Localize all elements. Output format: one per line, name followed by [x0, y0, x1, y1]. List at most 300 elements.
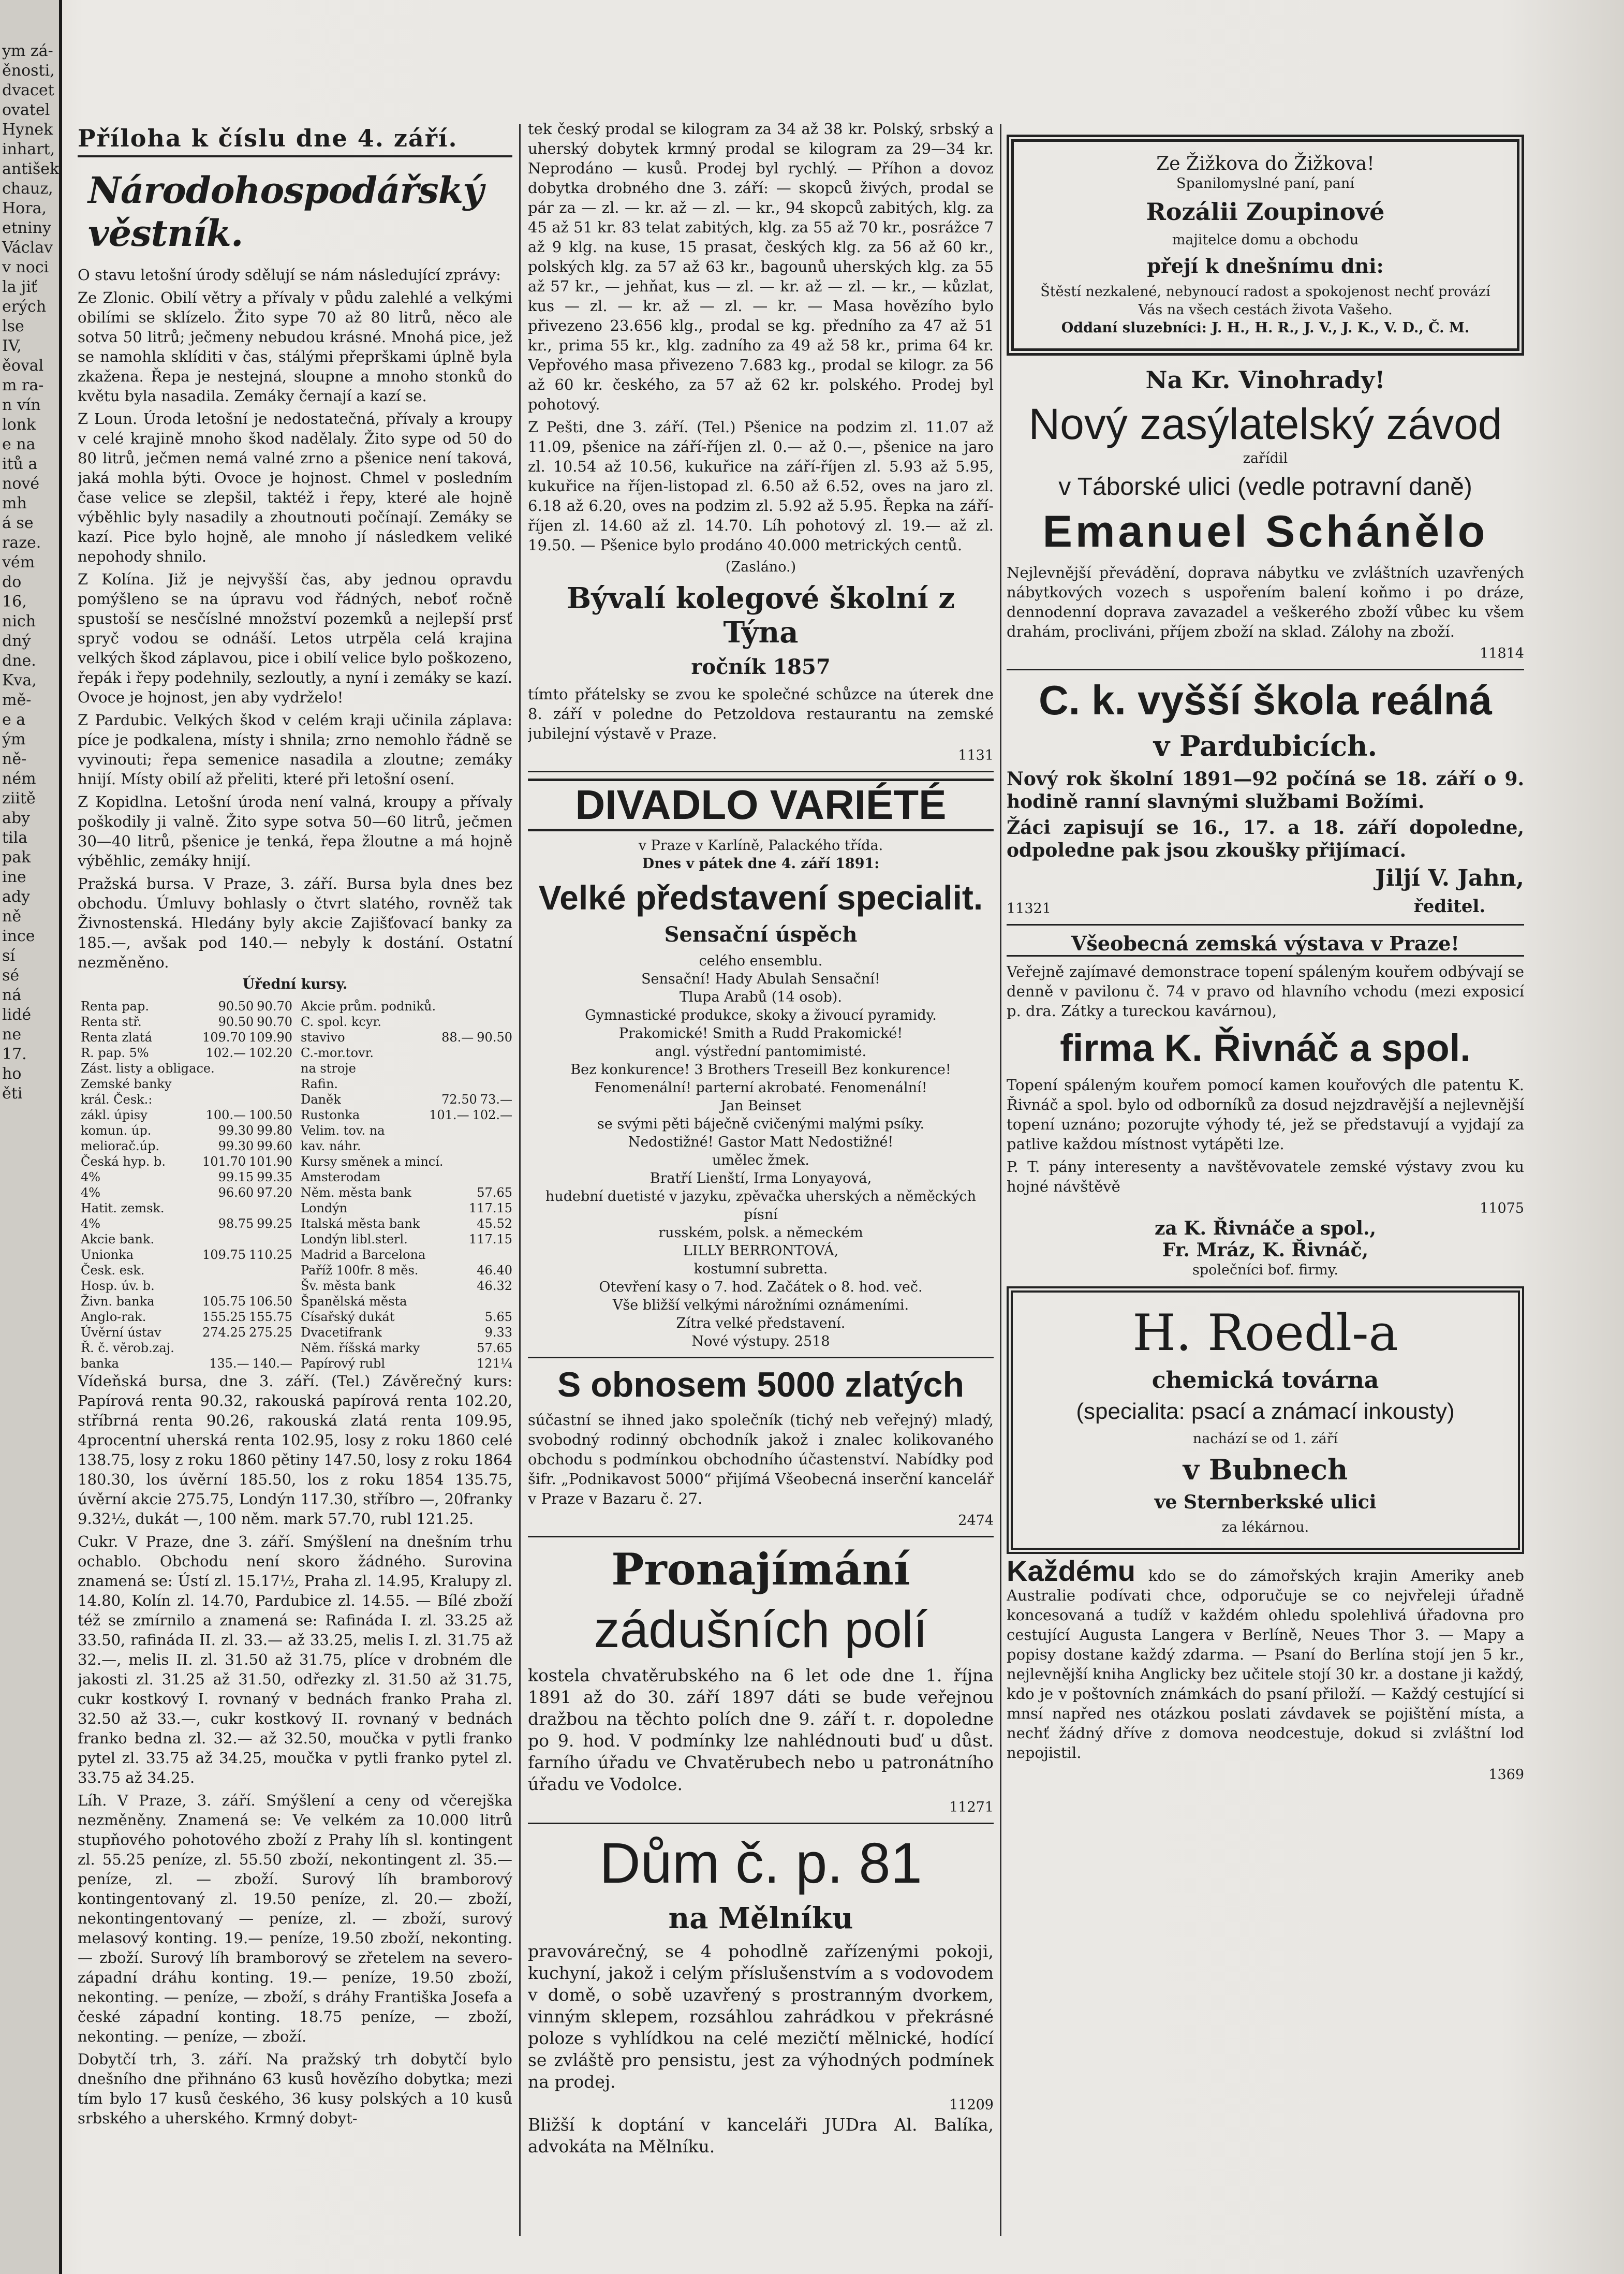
rates-left-column	[78, 999, 292, 1371]
rate-row	[298, 1216, 512, 1231]
rate-cell: 99.60	[257, 1139, 292, 1153]
rate-cell: Něm. říšská marky	[301, 1341, 420, 1355]
rate-cell: Česk. esk.	[81, 1263, 145, 1278]
rate-cell: 101.90	[249, 1154, 292, 1169]
rate-cell: kav. náhr.	[301, 1139, 361, 1153]
rate-cell: 90.70	[257, 1015, 292, 1029]
rate-cell: Akcie bank.	[81, 1232, 155, 1246]
rate-cell: Česká hyp. b.	[81, 1154, 166, 1169]
edge-fragment: ne	[2, 1025, 22, 1044]
article-paragraph: Z Pardubic. Velkých škod v celém kraji učinila záplava: píce je podkalena, místy i shnila; zrno nemohlo řádně se vyvinouti; řepa semenice nasadila a zloutne; zemáky hnijí. Místy obilí až přeliti, které při letošní osení.	[78, 711, 512, 788]
rate-cell: banka	[81, 1356, 119, 1371]
ad-signature: ředitel.	[1413, 896, 1486, 917]
edge-fragment: do	[2, 573, 22, 591]
edge-fragment: e na	[2, 435, 36, 453]
rate-cell: 99.80	[257, 1123, 292, 1138]
ad-signature: společníci bof. firmy.	[1192, 1262, 1338, 1278]
ad-title: zádušních polí	[594, 1601, 928, 1659]
article-paragraph: Z Pešti, dne 3. září. (Tel.) Pšenice na podzim zl. 11.07 až 11.09, pšenice na září-říjen zl. 0.— až 0.—, pšenice na jaro zl. 10.54 až 10.56, kukuřice na září-říjen zl. 5.93 až 5.95, kukuřice na říjen-listopad zl. 6.50 až 6.52, oves na jaro zl. 6.18 až 6.20, oves na podzim zl. 5.92 až 5.95. Řepka na září-říjen zl. 14.60 až zl. 14.70. Líh pohotový zl. 19.— až zl. 19.50. — Pšenice bylo prodáno 40.000 metrických centů.	[528, 418, 994, 554]
column-economics	[78, 119, 512, 2241]
edge-fragment: Kva,	[2, 671, 37, 689]
rate-cell: 110.25	[249, 1248, 292, 1262]
rate-cell: Anglo-rak.	[81, 1310, 146, 1324]
divider	[528, 1823, 994, 1824]
article-paragraph: Cukr. V Praze, dne 3. září. Smýšlení na dnešním trhu ochablo. Obchodu není skoro žádného. Surovina znamená se: Ústí zl. 15.17½, Praha zl. 14.95, Kralupy zl. 14.80, Kolín zl. 14.70, Pardubice zl. 14.55. — Bílé zboží též se zmírnilo a znamená se: Rafináda I. zl. 33.25 až 33.50, rafináda II. zl. 33.— až 33.25, melis I. zl. 31.75 až 32.—, melis II. zl. 31.50 až 31.75, plíce v drobném dle jakosti zl. 31.25 až 31.50, odřezky zl. 31.50 až 31.75, cukr kostkový I. rovnaný v bednách franko Praha zl. 32.50 až 33.—, cukr kostkový II. rovnaný v bednách franko bedna zl. 32.— až 32.50, moučka v pytli franko pytel zl. 33.75 až 34.25, moučka v pytli franko pytel zl. 33.75 až 34.25.	[78, 1533, 512, 1786]
edge-fragment: lonk	[2, 416, 36, 434]
edge-fragment: Hora,	[2, 199, 47, 217]
edge-fragment: ym zá-	[2, 42, 53, 60]
rate-row	[78, 1092, 292, 1107]
edge-fragment: ým	[2, 730, 26, 749]
rate-cell: 101.70	[202, 1154, 246, 1169]
edge-fragment: dvacet	[2, 81, 54, 99]
rate-cell: 105.75	[202, 1294, 246, 1309]
rate-cell: 99.30	[218, 1123, 254, 1138]
rate-cell: Unionka	[81, 1248, 134, 1262]
rate-cell: zákl. úpisy	[81, 1108, 147, 1122]
edge-fragment: 16,	[2, 593, 27, 611]
edge-fragment: 17.	[2, 1045, 27, 1063]
rate-cell: 117.15	[469, 1232, 512, 1246]
edge-fragment: ěnosti,	[2, 62, 55, 80]
rate-cell: Italská města bank	[301, 1216, 420, 1231]
edge-fragment: dný	[2, 632, 31, 650]
divider	[1007, 924, 1524, 926]
rate-cell: Zemské banky	[81, 1077, 172, 1091]
ad-number: 1131	[958, 747, 994, 764]
rate-cell: 155.75	[249, 1310, 292, 1324]
rate-cell: 72.50	[441, 1092, 477, 1107]
rate-cell: 90.70	[257, 999, 292, 1014]
rate-cell: Renta pap.	[81, 999, 149, 1014]
program-line: umělec žmek.	[712, 1152, 810, 1168]
rate-cell: Papírový rubl	[301, 1356, 386, 1371]
rate-row	[78, 1200, 292, 1216]
ad-text: kdo se do zámořských krajin Ameriky aneb Australie podívati chce, odporučuje se co nejvřeleji úřadně koncesovaná a tudíž v každém ohledu spolehlivá úřadovna pro cestující Augusta Langera v Berlíně, Neues Thor 3. — Mapy a popisy dostane každý zdarma. — Psaní do Berlína stojí jen 5 kr., nejlevnější kniha Anglicky bez učitele stojí 30 kr. a dostane ji každý, kdo je v poštovních známkách do psaní přiloží. — Každý cestující si mnsí napřed nes otázkou poslati závdavek se pojištění místa, a nechť žádný dříve z domova neodcestuje, dokud si zvláštní lod nepojistil.	[1007, 1567, 1524, 1762]
ad-subtitle: chemická továrna	[1151, 1367, 1379, 1393]
program-line: LILLY BERRONTOVÁ,	[683, 1243, 839, 1259]
rate-row	[298, 1169, 512, 1185]
rate-row	[78, 1045, 292, 1061]
article-paragraph: Pražská bursa. V Praze, 3. září. Bursa byla dnes bez obchodu. Úmluvy bohlasly o čtvrt slatého, rovněž tak Živnostenská. Hledány byly akcie Zajišťovací banky za 185.—, avšak pod 140.— nebyly k dostání. Ostatní nezměněno.	[78, 875, 512, 971]
ad-text: zařídil	[1243, 450, 1288, 466]
ad-obnos	[528, 1365, 994, 1530]
edge-fragment: m ra-	[2, 376, 44, 394]
edge-fragment: vém	[2, 553, 35, 571]
edge-fragment: á se	[2, 514, 34, 532]
ad-text: nachází se od 1. září	[1192, 1431, 1338, 1447]
rate-row	[298, 1123, 512, 1138]
ad-subtitle: v Táborské ulici (vedle potravní daně)	[1058, 473, 1472, 501]
rate-row	[298, 1076, 512, 1092]
rate-row	[78, 1247, 292, 1263]
rate-cell: 117.15	[469, 1201, 512, 1215]
rate-row	[298, 1154, 512, 1169]
rate-cell: 109.75	[202, 1248, 246, 1262]
rate-cell: 90.50	[218, 1015, 254, 1029]
rate-row	[78, 1107, 292, 1123]
rate-cell: Živn. banka	[81, 1294, 155, 1309]
article-paragraph: Vídeňská bursa, dne 3. září. (Tel.) Závěrečný kurs: Papírová renta 90.32, rakouská papírová renta 102.20, stříbrná renta 90.26, rakouská zlatá renta 109.95, 4procentní uherská renta 102.95, losy z roku 1860 celé 138.75, losy z roku 1860 pětiny 147.50, losy z roku 1864 180.30, los úvěrní 185.50, los z roku 1854 135.75, úvěrní akcie 275.75, Londýn 117.30, stříbro —, 20franky 9.32½, dukát —, 100 něm. mark 57.70, rubl 121.25.	[78, 1372, 512, 1528]
ad-subtitle: v Pardubicích.	[1153, 729, 1378, 762]
rate-cell: Rafin.	[301, 1077, 338, 1091]
rate-cell: Zást. listy a obligace.	[81, 1061, 215, 1076]
ad-text: kostela chvatěrubského na 6 let ode dne 1. října 1891 až do 30. září 1897 dáti se bude veřejnou dražbou na těchto polích dne 9. září t. r. dopoledne po 9. hod. V podmínky lze nahlédnouti buď u důst. farního úřadu ve Chvatěrubech nebo u patronátního úřadu ve Vodolce.	[528, 1665, 994, 1794]
edge-fragment: ovatel	[2, 101, 50, 119]
rate-cell: 88.—	[441, 1030, 474, 1045]
divider	[528, 1357, 994, 1358]
edge-fragment: ho	[2, 1065, 22, 1083]
rate-cell: 140.—	[252, 1356, 292, 1371]
edge-fragment: lse	[2, 317, 24, 335]
rate-cell: Něm. města bank	[301, 1185, 411, 1200]
rate-row	[78, 1340, 292, 1356]
rate-cell: král. Česk.:	[81, 1092, 153, 1107]
rate-cell: 102.20	[249, 1046, 292, 1060]
column-market-ads	[528, 119, 994, 2241]
ad-number: 2474	[958, 1513, 994, 1529]
rate-row	[298, 1107, 512, 1123]
rate-cell: 98.75	[218, 1216, 254, 1231]
ad-title: Bývalí kolegové školní z Týna	[566, 581, 955, 650]
rate-cell: Velim. tov. na	[301, 1123, 385, 1138]
rate-row	[298, 1356, 512, 1371]
rate-row	[298, 1138, 512, 1154]
rate-cell: 90.50	[477, 1030, 512, 1045]
program-line: Jan Beinset	[720, 1098, 801, 1114]
edge-fragment: sé	[2, 966, 20, 985]
edge-fragment: ně	[2, 907, 22, 926]
rate-cell: Renta zlatá	[81, 1030, 152, 1045]
rate-cell: 99.25	[257, 1216, 292, 1231]
program-line: hudební duetisté v jazyku, zpěvačka uherských a něměckých písní	[545, 1189, 977, 1223]
rate-cell: 57.65	[477, 1185, 512, 1200]
rate-row	[298, 1092, 512, 1107]
rate-cell: 73.—	[480, 1092, 512, 1107]
divider	[1007, 669, 1524, 670]
ad-dum	[528, 1830, 994, 2158]
rate-row	[298, 1263, 512, 1278]
rate-cell: 46.40	[477, 1263, 512, 1278]
rate-cell: Hosp. úv. b.	[81, 1279, 155, 1293]
edge-fragment: mě-	[2, 691, 32, 709]
rate-cell: 102.—	[205, 1046, 246, 1060]
ad-subtitle: ročník 1857	[691, 655, 831, 679]
edge-fragment: nové	[2, 475, 40, 493]
program-line: Bez konkurence! 3 Brothers Treseill Bez konkurence!	[570, 1062, 951, 1078]
article-paragraph: Z Kolína. Již je nejvyšší čas, aby jednou opravdu pomýšleno se na úpravu vod řádných, neboť ročně spustoší se nesčíslné množství pozemků a nejlepší prsť spryč vodou se odnáší. Letos utrpěla celá krajina velkých škod záplavou, pice i obilí velice bylo poškozeno, řepák i řepy podehnily, sezloutly, a nyní i zemáky se kazí. Ovoce je hojnost, jen aby vydrželo!	[78, 570, 512, 706]
rate-cell: na stroje	[301, 1061, 356, 1076]
ad-number: 11075	[1480, 1200, 1524, 1216]
edge-fragment: IV,	[2, 337, 22, 355]
rate-cell: Paříž 100fr. 8 měs.	[301, 1263, 419, 1278]
ad-signature: Jiljí V. Jahn,	[1375, 865, 1524, 891]
edge-fragment: e a	[2, 711, 26, 729]
edge-fragment: ady	[2, 888, 31, 906]
rate-cell: Kursy směnek a mincí.	[301, 1154, 444, 1169]
rate-row	[78, 1076, 292, 1092]
edge-fragment: ně-	[2, 750, 27, 768]
rate-cell: 4%	[81, 1185, 101, 1200]
program-line: rusském, polsk. a německém	[658, 1225, 863, 1241]
rate-cell: Hatit. zemsk.	[81, 1201, 165, 1215]
rates-table	[78, 999, 512, 1371]
rate-row	[78, 1169, 292, 1185]
divider	[528, 1536, 994, 1537]
program-line: Nedostižné! Gastor Matt Nedostižné!	[628, 1134, 894, 1150]
edge-fragment: inhart,	[2, 140, 55, 158]
rate-row	[298, 1014, 512, 1030]
rate-row	[298, 1231, 512, 1247]
article-paragraph: Ze Zlonic. Obilí větry a přívaly v půdu zalehlé a velkými obilími se sklízelo. Žito sype 70 až 80 litrů, něco ale sotva 50 litrů; ječmeny nebudou krásné. Mnohá pice, jež se namohla sklíditi v čas, stálými přeprškami úplně byla zkažena. Řepa je nestejná, sloupne a mnoho stonků do květu byla nasadila. Zemáky černají a kazí se.	[78, 289, 512, 405]
rate-cell: 102.—	[472, 1108, 512, 1122]
edge-fragment: v noci	[2, 258, 49, 276]
ad-title: S obnosem 5000 zlatých	[557, 1365, 965, 1404]
rate-row	[78, 1356, 292, 1371]
edge-fragment: raze.	[2, 534, 41, 552]
rate-row	[78, 1278, 292, 1294]
rate-row	[78, 1309, 292, 1325]
column-rule	[519, 124, 521, 2236]
rate-cell: 90.50	[218, 999, 254, 1014]
edge-fragment: ném	[2, 770, 36, 788]
rate-row	[298, 1340, 512, 1356]
rate-cell: 97.20	[257, 1185, 292, 1200]
edge-fragment: erých	[2, 298, 47, 316]
edge-fragment: etniny	[2, 219, 51, 237]
edge-fragment: lidé	[2, 1006, 32, 1024]
rate-cell: 99.15	[218, 1170, 254, 1184]
rate-row	[78, 1263, 292, 1278]
rate-cell: 57.65	[477, 1341, 512, 1355]
edge-fragment: la jiť	[2, 278, 37, 296]
edge-fragment: ine	[2, 868, 26, 886]
program-line: Zítra velké představení.	[676, 1315, 846, 1331]
rate-cell: 4%	[81, 1216, 101, 1231]
ad-text: Veřejně zajímavé demonstrace topení spáleným kouřem odbývají se denně v pavilonu č. 74 v pravo od hlavního vchodu (mezi exposicí p. dra. Zátky a tureckou kavárnou),	[1007, 963, 1524, 1020]
rate-row	[298, 1200, 512, 1216]
edge-fragment: ziitě	[2, 789, 36, 808]
article-paragraph: tek český prodal se kilogram za 34 až 38 kr. Polský, srbský a uherský dobytek krmný prodal se kilogram za 29—34 kr. Neprodáno — kusů. Prodej byl rychlý. — Příhon a dovoz dobytka drobného dne 3. září: — skopců živých, prodal se pár za — zl. — kr. až — zl. — kr., 94 skopců zabitých, klg. za 45 až 51 kr. 83 telat zabitých, klg. za 55 až 70 kr., posrážce 7 až 9 klg. na kuse, 15 prasat, českých klg. za 56 až 60 kr., polských klg. za 57 až 63 kr., bagounů uherských klg. za 55 až 57 kr., — jehňat, kus — zl. — kr. až — zl. — kr., — kůzlat, kus — zl. — kr. až — zl. — kr. — Masa hovězího bylo přivezeno 23.656 klg., prodal se kg. předního za 47 až 51 kr., prima 55 kr., klg. zadního za 49 až 58 kr., prima 64 kr. Vepřového masa přivezeno 7.683 kg., prodal se kilogr. za 56 až 60 kr. českého, za 57 až 62 kr. polského. Prodej byl pohotový.	[528, 120, 994, 413]
rate-cell: 100.—	[205, 1108, 246, 1122]
edge-fragment: Hynek	[2, 121, 53, 139]
edge-fragment: antišek	[2, 160, 59, 178]
rate-row	[298, 1247, 512, 1263]
ad-date: Dnes v pátek dne 4. září 1891:	[642, 856, 880, 872]
ad-title: Každému	[1007, 1554, 1135, 1587]
rate-cell: Španělská města	[301, 1294, 407, 1309]
ad-text: Žáci zapisují se 16., 17. a 18. září dopoledne, odpoledne pak jsou zkoušky přijímací.	[1007, 817, 1524, 861]
zaslano-label: (Zasláno.)	[725, 559, 796, 575]
rate-cell: 9.33	[484, 1325, 512, 1340]
rate-cell: Renta stř.	[81, 1015, 142, 1029]
rate-row	[78, 1030, 292, 1045]
program-line: angl. výstřední pantomimisté.	[655, 1044, 867, 1060]
edge-fragment: chauz,	[2, 180, 53, 198]
rate-cell: Madrid a Barcelona	[301, 1248, 426, 1262]
ad-signature: za K. Řivnáče a spol.,	[1154, 1217, 1377, 1239]
ad-text: pravovárečný, se 4 pohodlně zařízenými pokoji, kuchyní, jakož i celým příslušenstvím a s vodovodem v domě, o sobě uzavřený s prostranným dvorkem, vinným sklepem, rozsáhlou zahrádkou v překrásné poloze s vyhlídkou na celé mezičtí mělnické, hodící se zvláště pro pensistu, jest za výhodných podmínek na prodej.	[528, 1941, 994, 2092]
ad-name: Emanuel Schánělo	[1042, 507, 1488, 556]
edge-fragment: itů a	[2, 455, 38, 473]
ad-number: 11271	[949, 1799, 994, 1815]
program-line: celého ensemblu.	[699, 953, 823, 969]
ad-title: C. k. vyšší škola reálná	[1038, 677, 1493, 723]
rate-cell: 99.35	[257, 1170, 292, 1184]
rate-cell: Rustonka	[301, 1108, 360, 1122]
edge-fragment: ěoval	[2, 357, 44, 375]
ad-program	[528, 952, 994, 1351]
ad-text: P. T. pány interesenty a navštěvovatele zemské výstavy zvou ku hojné návštěvě	[1007, 1158, 1524, 1195]
ad-signature: Oddaní sluzebníci: J. H., H. R., J. V., J. K., V. D., Č. M.	[1061, 320, 1470, 336]
program-line: Tlupa Arabů (14 osob).	[680, 989, 842, 1005]
rate-cell: stavivo	[301, 1030, 345, 1045]
program-line: Fenomenální! parterní akrobaté. Fenomenální!	[594, 1080, 927, 1096]
ad-number: 11321	[1007, 901, 1051, 917]
rate-cell: komun. úp.	[81, 1123, 152, 1138]
ad-greeting	[1007, 135, 1524, 356]
rates-right-column	[298, 999, 512, 1371]
program-line: se svými pěti báječně cvičenými malými psíky.	[597, 1116, 925, 1132]
ad-title: DIVADLO VARIÉTÉ	[528, 779, 994, 831]
program-line: Vše bližší velkými nárožními oznámeními.	[612, 1297, 909, 1313]
program-line: Nové výstupy. 2518	[691, 1333, 830, 1349]
rate-cell: Šv. města bank	[301, 1279, 395, 1293]
ad-kolegove	[528, 581, 994, 765]
ad-number: 11814	[1480, 645, 1524, 662]
ad-subtitle: (specialita: psací a známací inkousty)	[1076, 1399, 1455, 1424]
ad-subtitle: na Mělníku	[668, 1901, 853, 1935]
rate-row	[78, 1325, 292, 1340]
ad-title: H. Roedl-a	[1132, 1304, 1398, 1362]
edge-fragment: dne.	[2, 652, 36, 670]
edge-fragment: ná	[2, 986, 22, 1004]
rate-cell: Londýn libl.sterl.	[301, 1232, 408, 1246]
rate-row	[298, 999, 512, 1014]
rate-cell: 5.65	[484, 1310, 512, 1324]
article-paragraph: Z Kopidlna. Letošní úroda není valná, kroupy a přívaly poškodily ji valně. Žito sype sotva 50—60 litrů, ječmen 30—40 litrů, pšenice je tenká, řepa žloutne a má hojně výběhlic, zemáky hnijí.	[78, 793, 512, 870]
rate-cell: Dvacetifrank	[301, 1325, 382, 1340]
rate-row	[78, 1231, 292, 1247]
rate-row	[298, 1185, 512, 1200]
ad-headline: Velké představení specialit.	[538, 878, 983, 917]
edge-fragment: nich	[2, 612, 36, 630]
rate-row	[78, 1138, 292, 1154]
article-paragraph: Z Loun. Úroda letošní je nedostatečná, přívaly a kroupy v celé krajině mnoho škod nadělaly. Žito sype od 50 do 80 litrů, ječmen nemá valné zrno a pšenice není taková, jaká mohla býti. Ovoce je hojnost. Chmel v posledním čase velice se zlepšil, taktéž i řepy, které ale hojně výběhlic byly nasadily a zhoutnouti počínají. Zemáky se kazí. Pice bylo hojně, ale mnoho jí následkem veliké nepohody shnilo.	[78, 410, 512, 565]
rate-row	[298, 1325, 512, 1340]
rate-cell: 109.70	[202, 1030, 246, 1045]
edge-fragment: Václav	[2, 239, 53, 257]
article-paragraph: Líh. V Praze, 3. září. Smýšlení a ceny od včerejška nezměněny. Znamená se: Ve velkém za 10.000 litrů stupňového pohotového zboží z Prahy líh sl. kontingent zl. 55.25 peníze, zl. 55.50 zboží, nekontingent zl. 35.— peníze, zl. — zboží. Surový líh bramborový kontingentovaný zl. 19.50 peníze, zl. 20.— zboží, nekontingentovaný — peníze, zl. — zboží, surový melasový konting. 19.— peníze, 19.50 zboží, nekonting. — zboží. Surový líh bramborový se zřetelem na severo-západní dráhu konting. 19.— peníze, 19.50 zboží, nekonting. — peníze, — zboží, s dráhy Františka Josefa a české západní konting. 18.75 peníze, — zboží, nekonting. — peníze, — zboží.	[78, 1792, 512, 2045]
ad-text: Nejlevnější převádění, doprava nábytku ve zvláštních uzavřených nábytkových vozech s uspořením balení koňmo i po dráze, dennodenní doprava zavazadel a veškerého zboží vůbec ku všem drahám, procliváni, příjem zboží na sklad. Zálohy na zboží.	[1007, 564, 1524, 640]
rate-cell: Londýn	[301, 1201, 348, 1215]
ad-pronajimani	[528, 1544, 994, 1816]
column-rule	[1000, 124, 1001, 2236]
rate-row	[78, 1014, 292, 1030]
rate-cell: 121¼	[476, 1356, 512, 1371]
rate-row	[298, 1030, 512, 1045]
program-line: kostumní subretta.	[693, 1261, 828, 1277]
rate-cell: 109.90	[249, 1030, 292, 1045]
article-paragraph: Dobytčí trh, 3. září. Na pražský trh dobytčí bylo dnešního dne přihnáno 63 kusů hovězího dobytka; mezi tím bylo 17 kusů českého, 36 kusy polských a 10 kusů srbského a uherského. Krmný dobyt-	[78, 2050, 512, 2127]
ad-title: Dům č. p. 81	[599, 1831, 922, 1895]
ad-text: za lékárnou.	[1221, 1519, 1309, 1535]
ad-subtitle: ve Sternberkské ulici	[1154, 1491, 1377, 1513]
ad-divadlo	[528, 779, 994, 1351]
program-line: Prakomické! Smith a Rudd Prakomické!	[618, 1025, 903, 1041]
adjacent-page-edge	[0, 0, 62, 2274]
ad-title: Ze Žižkova do Žižkova!	[1156, 153, 1375, 174]
rate-row	[298, 1294, 512, 1309]
ad-text: majitelce domu a obchodu	[1172, 232, 1359, 248]
article-paragraph: O stavu letošní úrody sdělují se nám následující zprávy:	[78, 266, 501, 284]
ad-number: 1369	[1488, 1767, 1524, 1783]
ad-subtitle: Sensační úspěch	[664, 922, 858, 947]
rate-cell: Císařský dukát	[301, 1310, 395, 1324]
rate-cell: 45.52	[477, 1216, 512, 1231]
column-advertisements	[1007, 135, 1524, 2236]
rate-cell: 135.—	[209, 1356, 249, 1371]
edge-fragment: n vín	[2, 396, 41, 414]
ad-title: Nový zasýlatelský závod	[1028, 400, 1502, 448]
ad-number: 11209	[949, 2097, 994, 2113]
rate-row	[78, 1294, 292, 1309]
rate-cell: Amsterodam	[301, 1170, 381, 1184]
rate-cell: C.-mor.tovr.	[301, 1046, 374, 1060]
rate-cell: 46.32	[477, 1279, 512, 1293]
program-line: Otevření kasy o 7. hod. Začátek o 8. hod. več.	[599, 1279, 923, 1295]
rate-cell: Akcie prům. podniků.	[301, 999, 436, 1014]
rate-cell: 106.50	[249, 1294, 292, 1309]
edge-fragment: aby	[2, 809, 31, 827]
ad-title: Pronajímání	[611, 1544, 910, 1595]
rate-row	[298, 1309, 512, 1325]
ad-subtitle: v Bubnech	[1183, 1453, 1348, 1486]
rate-row	[298, 1278, 512, 1294]
rate-row	[78, 1154, 292, 1169]
rate-row	[78, 1123, 292, 1138]
rate-cell: 155.25	[202, 1310, 246, 1324]
ad-title: firma K. Řivnáč a spol.	[1060, 1026, 1471, 1069]
ad-text: Nový rok školní 1891—92 počíná se 18. září o 9. hodině ranní slavnými službami Božími.	[1007, 768, 1524, 813]
program-line: Sensační! Hady Abulah Sensační!	[641, 971, 880, 987]
divider	[528, 771, 994, 772]
ad-text: Štěstí nezkalené, nebynoucí radost a spokojenost nechť provází Vás na všech cestách života Vašeho.	[1040, 284, 1490, 318]
rate-cell: 99.30	[218, 1139, 254, 1153]
rate-cell: 96.60	[218, 1185, 254, 1200]
rate-cell: 101.—	[429, 1108, 469, 1122]
rate-cell: 100.50	[249, 1108, 292, 1122]
rate-row	[298, 1045, 512, 1061]
rate-cell: C. spol. kcyr.	[301, 1015, 381, 1029]
rate-cell: 274.25	[202, 1325, 246, 1340]
rate-row	[78, 1185, 292, 1200]
ad-text: Bližší k doptání v kanceláři JUDra Al. Balíka, advokáta na Mělníku.	[528, 2115, 994, 2156]
rate-cell: R. pap. 5%	[81, 1046, 149, 1060]
rate-cell: Ř. č. věrob.zaj.	[81, 1341, 174, 1355]
edge-fragment: ěti	[2, 1084, 23, 1103]
ad-text: súčastní se ihned jako společník (tichý neb veřejný) mladý, svobodný rodinný obchodník jakož i znalec kolikovaného obchodu s podmínkou obchodního účastenství. Nabídky pod šifr. „Podnikavost 5000“ přijímá Všeobecná inserční kancelář v Praze v Bazaru č. 27.	[528, 1411, 994, 1507]
ad-signature: Fr. Mráz, K. Řivnáč,	[1162, 1239, 1369, 1261]
edge-fragment: pak	[2, 848, 31, 867]
rate-cell: 275.25	[249, 1325, 292, 1340]
ad-title: Všeobecná zemská výstava v Praze!	[1007, 932, 1524, 957]
ad-name: Rozálii Zoupinové	[1146, 198, 1385, 226]
ad-roedl	[1007, 1286, 1524, 1554]
ad-address: v Praze v Karlíně, Palackého třída.	[638, 838, 883, 854]
rate-row	[78, 1061, 292, 1076]
rate-cell: Úvěrní ústav	[81, 1325, 161, 1340]
